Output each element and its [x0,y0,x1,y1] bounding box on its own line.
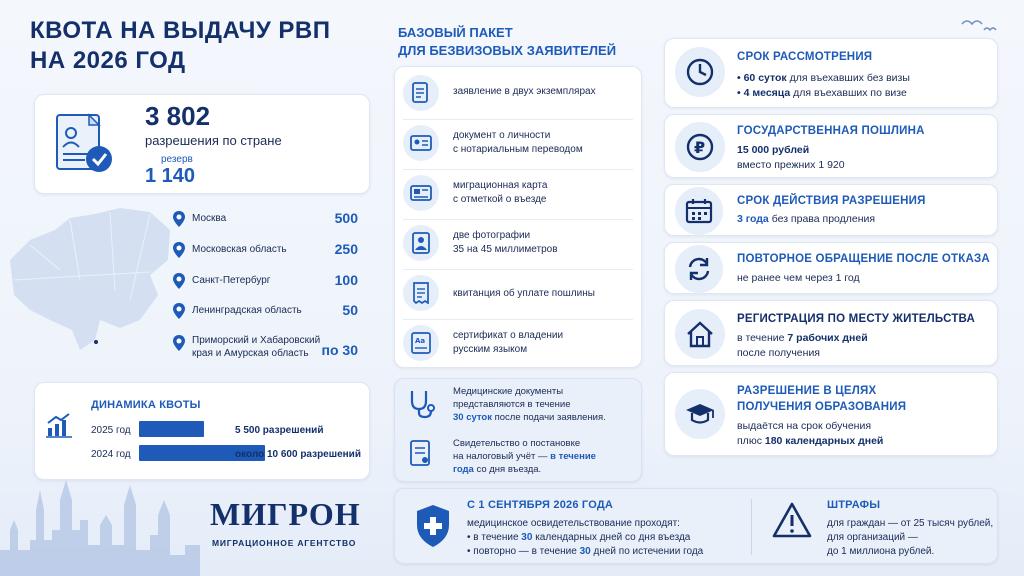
education-line-2-bold: 180 календарных дней [764,435,884,447]
education-line-2 [737,434,883,449]
tax-line-3-rest: со дня въезда. [473,464,542,475]
birds-decoration [960,14,1000,36]
permit-document-icon [53,111,117,177]
region-value: по 30 [321,342,358,358]
review-line-2 [737,86,907,101]
id-card-icon [403,125,439,161]
state-fee-card [664,114,998,178]
medical-card [394,378,642,482]
dynamics-year: 2024 год [91,449,131,460]
tax-line-3-bold: года [453,464,474,475]
map-pin-icon [172,334,186,352]
september-line-3-rest: дней по истечении года [590,546,704,557]
region-row [172,300,368,322]
house-icon [675,309,725,359]
september-line-3-text: • повторно — в течение [467,546,580,557]
tax-document-icon [409,439,433,467]
divider [403,169,633,170]
total-quota: 3 802 [145,101,211,131]
review-line-1-text: для въехавших без визы [786,72,910,84]
package-item-text [453,129,583,157]
education-line-1: выдаётся на срок обучения [737,420,872,432]
region-value: 100 [334,272,358,288]
region-row [172,208,368,230]
package-title [398,24,616,60]
svg-text:Аа: Аа [415,337,426,345]
region-value: 500 [334,210,358,226]
dynamics-value-label: 5 500 разрешений [235,425,324,436]
registration-line-1-text: в течение [737,332,788,344]
photo-icon [403,225,439,261]
tax-line-3 [453,463,596,476]
brand-subtitle: МИГРАЦИОННОЕ АГЕНТСТВО [212,538,357,548]
medical-line-3 [453,411,606,424]
reserve-value: 1 140 [145,165,196,187]
validity-bold: 3 года [737,213,769,225]
fines-line-3: до 1 миллиона рублей. [827,546,935,557]
certificate-icon [403,325,439,361]
review-term-card [664,38,998,108]
education-card [664,372,998,456]
registration-line-1-bold: 7 рабочих дней [787,332,868,344]
package-item-text: заявление в двух экземплярах [453,86,596,97]
graduation-cap-icon [675,389,725,439]
package-item-line-1: две фотографии [453,230,531,241]
validity-title: СРОК ДЕЙСТВИЯ РАЗРЕШЕНИЯ [737,195,926,207]
migration-card-icon [403,175,439,211]
registration-card [664,300,998,366]
title-line-2: НА 2026 ГОД [30,47,186,74]
region-value: 250 [334,241,358,257]
region-row [172,239,368,261]
page-title [30,16,331,76]
medical-deadline: 30 суток [453,412,492,423]
reapply-text: не ранее чем через 1 год [737,272,860,284]
medical-shield-icon [413,503,453,549]
document-icon [403,75,439,111]
review-line-2-bold: • 4 месяца [737,87,791,99]
svg-text:₽: ₽ [694,138,706,157]
package-item-text: квитанция об уплате пошлины [453,288,595,299]
medical-line-1: Медицинские документы [453,386,564,397]
package-item-line-1: документ о личности [453,130,551,141]
validity-text: без права продления [768,213,876,225]
package-item-line-2: с отметкой о въезде [453,194,547,205]
tax-line-2-bold: в течение [550,451,596,462]
package-item-text [453,329,563,357]
map-pin-icon [172,241,186,259]
calendar-icon [675,187,723,235]
region-name: Московская область [192,244,287,255]
medical-line-2: представляются в течение [453,399,571,410]
package-title-line-2: ДЛЯ БЕЗВИЗОВЫХ ЗАЯВИТЕЛЕЙ [398,43,617,58]
growth-chart-icon [45,411,73,439]
tax-line-2-text: на налоговый учёт — [453,451,551,462]
warning-icon [771,501,813,539]
review-title: СРОК РАССМОТРЕНИЯ [737,51,873,63]
map-pin-icon [172,210,186,228]
review-line-2-text: для въехавших по визе [790,87,907,99]
title-line-1: КВОТА НА ВЫДАЧУ РВП [30,17,331,44]
registration-line-2: после получения [737,347,820,359]
kremlin-skyline-graphic [0,470,200,576]
package-item-line-2: русским языком [453,344,528,355]
tax-registration-text [453,437,596,476]
region-row [172,270,368,292]
region-name: Санкт-Петербург [192,275,271,286]
tax-line-1: Свидетельство о постановке [453,438,581,449]
fee-amount: 15 000 рублей [737,144,810,156]
september-line-2-rest: календарных дней со дня въезда [532,532,691,543]
fines-title: ШТРАФЫ [827,499,881,511]
education-title-line-2: ПОЛУЧЕНИЯ ОБРАЗОВАНИЯ [737,401,907,413]
dynamics-title: ДИНАМИКА КВОТЫ [91,399,201,411]
region-name: Москва [192,213,227,224]
banner-divider [751,499,752,555]
dynamics-bar [139,421,204,437]
stethoscope-icon [407,389,435,419]
reapply-card [664,242,998,294]
bottom-banner [394,488,998,564]
region-name: Ленинградская область [192,305,302,316]
brand-logo-text: МИГРОН [210,496,361,532]
september-line-2-bold: 30 [521,532,533,543]
divider [403,269,633,270]
registration-title: РЕГИСТРАЦИЯ ПО МЕСТУ ЖИТЕЛЬСТВА [737,313,975,325]
russia-map-graphic [0,200,175,365]
dynamics-value-label: около 10 600 разрешений [235,449,361,460]
dynamics-year: 2025 год [91,425,131,436]
divider [403,219,633,220]
reapply-title: ПОВТОРНОЕ ОБРАЩЕНИЕ ПОСЛЕ ОТКАЗА [737,253,990,265]
region-row [172,332,368,366]
september-line-3 [467,545,703,559]
fee-previous: вместо прежних 1 920 [737,159,845,171]
summary-card [34,94,370,194]
september-line-2-text: • в течение [467,532,522,543]
region-name: Приморский и Хабаровский края и Амурская область [192,335,321,359]
education-line-2-text: плюс [737,435,765,447]
fines-line-2: для организаций — [827,532,918,543]
divider [403,119,633,120]
receipt-icon [403,275,439,311]
september-title: С 1 СЕНТЯБРЯ 2026 ГОДА [467,499,614,511]
registration-line-1 [737,331,868,346]
september-line-3-bold: 30 [579,546,591,557]
region-value: 50 [342,302,358,318]
package-item-text [453,179,547,207]
reserve-label: резерв [161,154,193,165]
review-line-1-bold: • 60 суток [737,72,787,84]
package-item-line-1: сертификат о владении [453,330,564,341]
package-title-line-1: БАЗОВЫЙ ПАКЕТ [398,25,513,40]
fines-line-1: для граждан — от 25 тысяч рублей, [827,518,994,529]
refresh-icon [675,245,723,293]
dynamics-card [34,382,370,480]
medical-line-3-rest: после подачи заявления. [491,412,606,423]
divider [403,319,633,320]
fee-title: ГОСУДАРСТВЕННАЯ ПОШЛИНА [737,125,925,137]
package-item-line-1: миграционная карта [453,180,548,191]
validity-line [737,212,875,227]
package-card [394,66,642,368]
map-pin-icon [172,302,186,320]
validity-card [664,184,998,236]
package-item-line-2: 35 на 45 миллиметров [453,244,558,255]
education-title [737,383,906,415]
education-title-line-1: РАЗРЕШЕНИЕ В ЦЕЛЯХ [737,385,877,397]
clock-icon [675,47,725,97]
september-line-2 [467,531,690,545]
total-quota-label: разрешения по стране [145,133,282,148]
fines-text [827,517,993,559]
ruble-icon [675,122,725,172]
september-line-1: медицинское освидетельствование проходят: [467,518,680,529]
review-line-1 [737,71,910,86]
map-pin-icon [172,272,186,290]
package-item-line-2: с нотариальным переводом [453,144,583,155]
tax-line-2 [453,450,596,463]
medical-docs-text [453,385,606,424]
package-item-text [453,229,558,257]
